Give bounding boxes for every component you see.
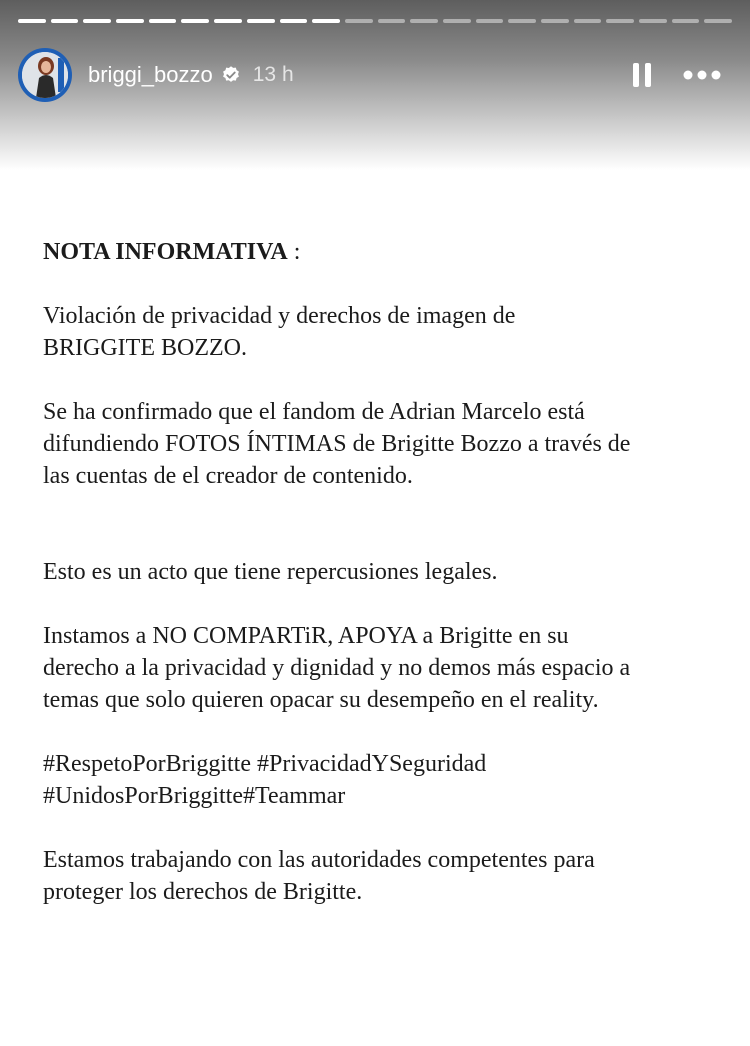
paragraph-privacy-violation (43, 300, 723, 364)
more-options-button[interactable] (682, 59, 722, 91)
text-line: BRIGGITE BOZZO. (43, 335, 247, 361)
progress-segment (51, 19, 79, 23)
progress-segment (541, 19, 569, 23)
progress-segment (672, 19, 700, 23)
progress-segment (704, 19, 732, 23)
text-line: Esto es un acto que tiene repercusiones legales. (43, 559, 498, 585)
text-line: #UnidosPorBriggitte#Teammar (43, 783, 346, 809)
paragraph-confirmation (43, 396, 723, 492)
progress-segment (312, 19, 340, 23)
text-line: Se ha confirmado que el fandom de Adrian Marcelo está (43, 399, 585, 425)
progress-segment (149, 19, 177, 23)
progress-segment (606, 19, 634, 23)
text-line: las cuentas de el creador de contenido. (43, 463, 413, 489)
text-line: Instamos a NO COMPARTiR, APOYA a Brigitte en su (43, 623, 569, 649)
progress-segment (83, 19, 111, 23)
pause-button[interactable] (626, 59, 658, 91)
paragraph-authorities (43, 844, 723, 908)
username[interactable]: briggi_bozzo (88, 62, 213, 87)
text-line: temas que solo quieren opacar su desempeño en el reality. (43, 687, 599, 713)
progress-segment (508, 19, 536, 23)
progress-segment (181, 19, 209, 23)
progress-segment (247, 19, 275, 23)
progress-segment (214, 19, 242, 23)
text-line: #RespetoPorBriggitte #PrivacidadYSeguridad (43, 751, 487, 777)
progress-segment (639, 19, 667, 23)
progress-segment (378, 19, 406, 23)
note-title-suffix: : (287, 239, 301, 265)
pause-icon (631, 61, 653, 89)
progress-segment (280, 19, 308, 23)
text-line: proteger los derechos de Brigitte. (43, 879, 363, 905)
text-line: difundiendo FOTOS ÍNTIMAS de Brigitte Bozzo a través de (43, 431, 631, 457)
progress-segment (476, 19, 504, 23)
progress-segment (410, 19, 438, 23)
note-content (43, 236, 723, 908)
progress-segment (443, 19, 471, 23)
story-timestamp: 13 h (252, 63, 294, 86)
text-line: Violación de privacidad y derechos de imagen de (43, 303, 516, 329)
progress-segment (345, 19, 373, 23)
story-progress-bar (18, 19, 732, 23)
paragraph-hashtags (43, 748, 723, 812)
progress-segment (574, 19, 602, 23)
avatar[interactable] (18, 48, 72, 102)
progress-segment (116, 19, 144, 23)
note-title-line (43, 236, 723, 268)
note-title: NOTA INFORMATIVA (43, 239, 288, 265)
paragraph-request (43, 620, 723, 716)
verified-badge-icon (221, 65, 241, 85)
text-line: derecho a la privacidad y dignidad y no demos más espacio a (43, 655, 631, 681)
paragraph-legal (43, 556, 723, 588)
text-line: Estamos trabajando con las autoridades competentes para (43, 847, 595, 873)
more-options-icon (683, 70, 721, 80)
story-header (18, 46, 732, 104)
avatar-photo (22, 52, 68, 98)
progress-segment (18, 19, 46, 23)
